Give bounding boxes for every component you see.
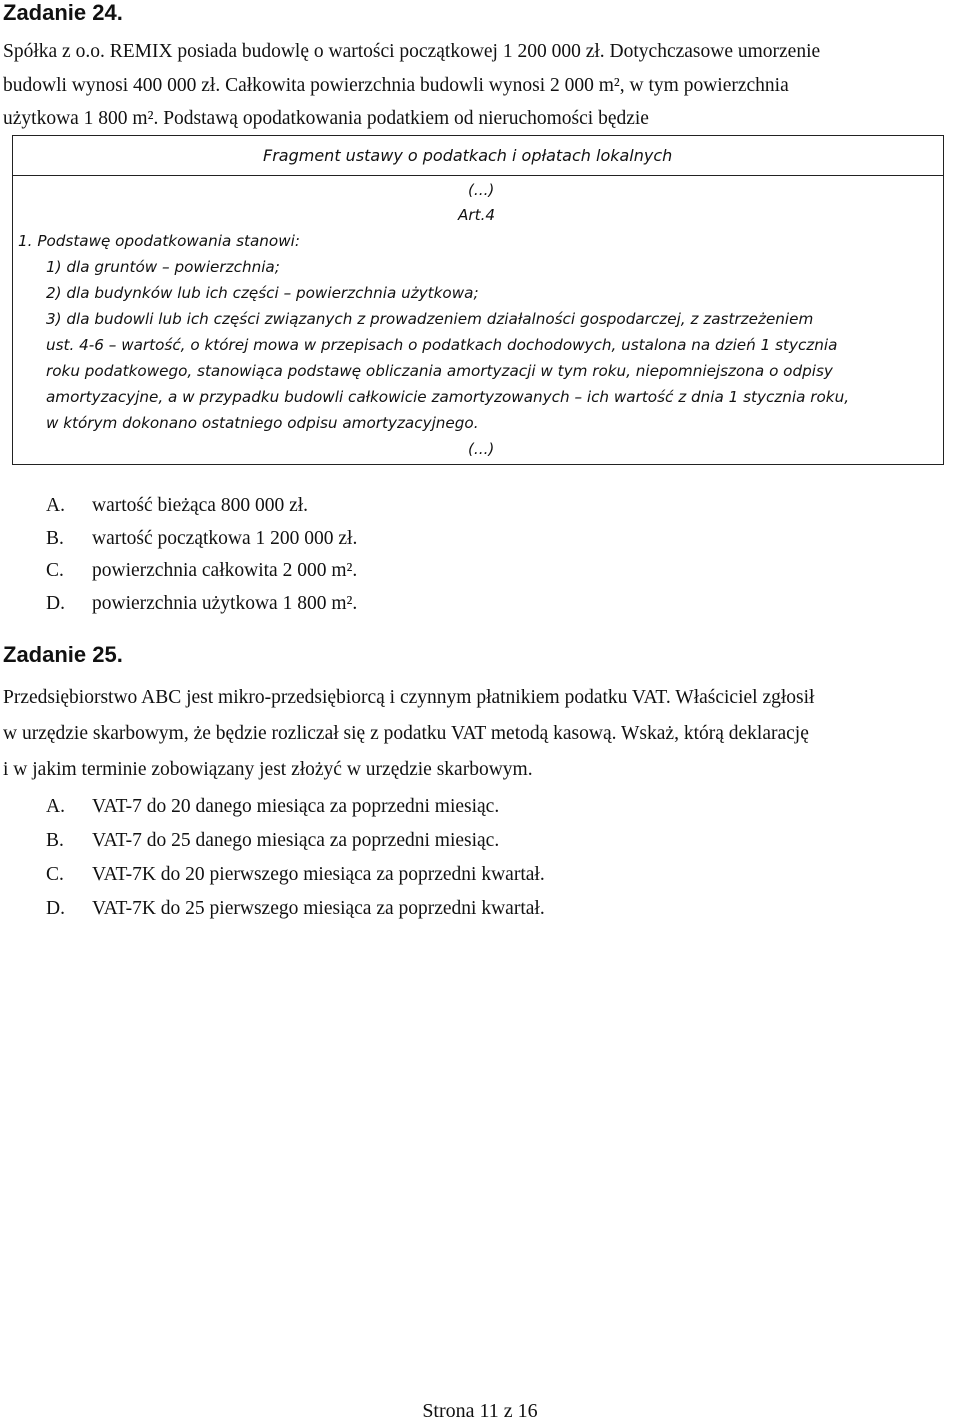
article-item: 1) dla gruntów – powierzchnia; [46,258,280,276]
ellipsis-bottom: (...) [468,440,495,458]
ellipsis-top: (...) [468,181,495,199]
law-excerpt-title: Fragment ustawy o podatkach i opłatach lokalnych [13,136,943,176]
task-24-options [46,490,357,620]
question-line: użytkowa 1 800 m². Podstawą opodatkowania podatkiem od nieruchomości będzie [3,108,649,129]
option-letter: A. [46,796,65,817]
task-25-heading: Zadanie 25. [3,642,123,667]
option-text: VAT-7K do 25 pierwszego miesiąca za poprzedni kwartał. [92,898,545,919]
option-letter: D. [46,592,65,614]
answer-option-b[interactable] [46,523,357,556]
answer-option-a[interactable] [46,490,357,523]
article-continuation: ust. 4-6 – wartość, o której mowa w przepisach o podatkach dochodowych, ustalona na dzień 1 stycznia [46,336,838,354]
question-line: Spółka z o.o. REMIX posiada budowlę o wartości początkowej 1 200 000 zł. Dotychczasowe umorzenie [3,41,821,62]
option-letter: B. [46,830,64,851]
answer-option-d[interactable] [46,892,545,926]
task-24-heading: Zadanie 24. [3,0,123,25]
answer-option-c[interactable] [46,858,545,892]
option-text: wartość początkowa 1 200 000 zł. [92,527,358,549]
article-number: Art.4 [458,206,496,224]
task-25-question [3,680,960,788]
article-continuation: roku podatkowego, stanowiąca podstawę obliczania amortyzacji w tym roku, niepomniejszona o odpisy [46,362,833,380]
answer-option-c[interactable] [46,555,357,588]
article-item: 2) dla budynków lub ich części – powierzchnia użytkowa; [46,284,479,302]
option-text: powierzchnia użytkowa 1 800 m². [92,592,358,614]
answer-option-d[interactable] [46,588,357,621]
option-text: wartość bieżąca 800 000 zł. [92,495,309,516]
option-text: VAT-7 do 20 danego miesiąca za poprzedni miesiąc. [92,796,500,817]
article-continuation: w którym dokonano ostatniego odpisu amortyzacyjnego. [46,414,479,432]
task-24-question [3,35,960,136]
option-text: powierzchnia całkowita 2 000 m². [92,560,358,581]
answer-option-a[interactable] [46,790,545,824]
question-line: w urzędzie skarbowym, że będzie rozliczał się z podatku VAT metodą kasową. Wskaż, którą deklarację [3,723,809,744]
article-item: 3) dla budowli lub ich części związanych z prowadzeniem działalności gospodarczej, z zastrzeżeniem [46,310,814,328]
article-point: 1. Podstawę opodatkowania stanowi: [18,232,300,250]
question-line: budowli wynosi 400 000 zł. Całkowita powierzchnia budowli wynosi 2 000 m², w tym powierzchnia [3,74,789,96]
article-continuation: amortyzacyjne, a w przypadku budowli całkowicie zamortyzowanych – ich wartość z dnia 1 stycznia roku, [46,388,850,406]
option-text: VAT-7 do 25 danego miesiąca za poprzedni miesiąc. [92,830,500,851]
task-25-options [46,790,545,926]
question-line: i w jakim terminie zobowiązany jest złożyć w urzędzie skarbowym. [3,759,533,780]
option-text: VAT-7K do 20 pierwszego miesiąca za poprzedni kwartał. [92,864,545,885]
option-letter: B. [46,527,64,549]
law-excerpt-box [12,135,944,465]
page-number: Strona 11 z 16 [422,1400,538,1422]
answer-option-b[interactable] [46,824,545,858]
option-letter: C. [46,864,64,885]
option-letter: D. [46,898,65,919]
question-line: Przedsiębiorstwo ABC jest mikro-przedsiębiorcą i czynnym płatnikiem podatku VAT. Właściciel zgłosił [3,687,815,708]
option-letter: C. [46,560,64,581]
option-letter: A. [46,495,65,516]
